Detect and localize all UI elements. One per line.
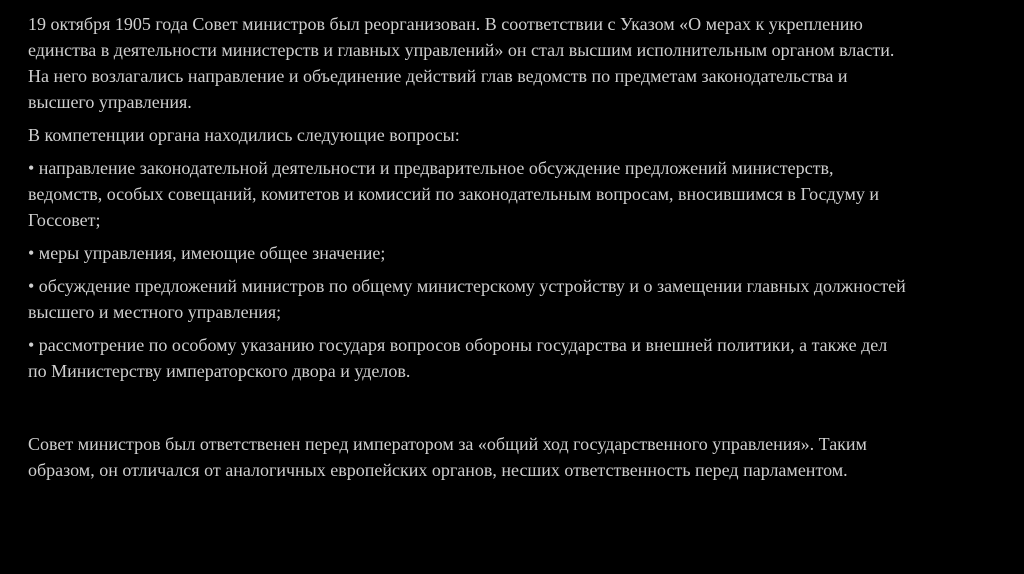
conclusion-paragraph: Совет министров был ответственен перед императором за «общий ход государственного управления». Таким образом, он отличался от аналогичных европейских органов, несших ответственность перед парламентом. [28, 434, 867, 480]
intro-paragraph: 19 октября 1905 года Совет министров был реорганизован. В соответствии с Указом «О мерах к укреплению единства в деятельности министерств и главных управлений» он стал высшим исполнительным органом власти. На него возлагались направление и объединение действий глав ведомств по предметам законодательства и высшего управления. [28, 14, 895, 112]
slide-text-block [28, 11, 908, 490]
spacer [28, 391, 908, 431]
bullet-item: • направление законодательной деятельности и предварительное обсуждение предложений министерств, ведомств, особых совещаний, комитетов и комиссий по законодательным вопросам, вносившимся в Госдуму и Госсовет; [28, 158, 880, 230]
bullet-item: • обсуждение предложений министров по общему министерскому устройству и о замещении главных должностей высшего и местного управления; [28, 276, 906, 322]
competence-heading: В компетенции органа находились следующие вопросы: [28, 125, 460, 145]
bullet-item: • меры управления, имеющие общее значение; [28, 243, 386, 263]
bullet-item: • рассмотрение по особому указанию государя вопросов обороны государства и внешней политики, а также дел по Министерству императорского двора и уделов. [28, 335, 888, 381]
